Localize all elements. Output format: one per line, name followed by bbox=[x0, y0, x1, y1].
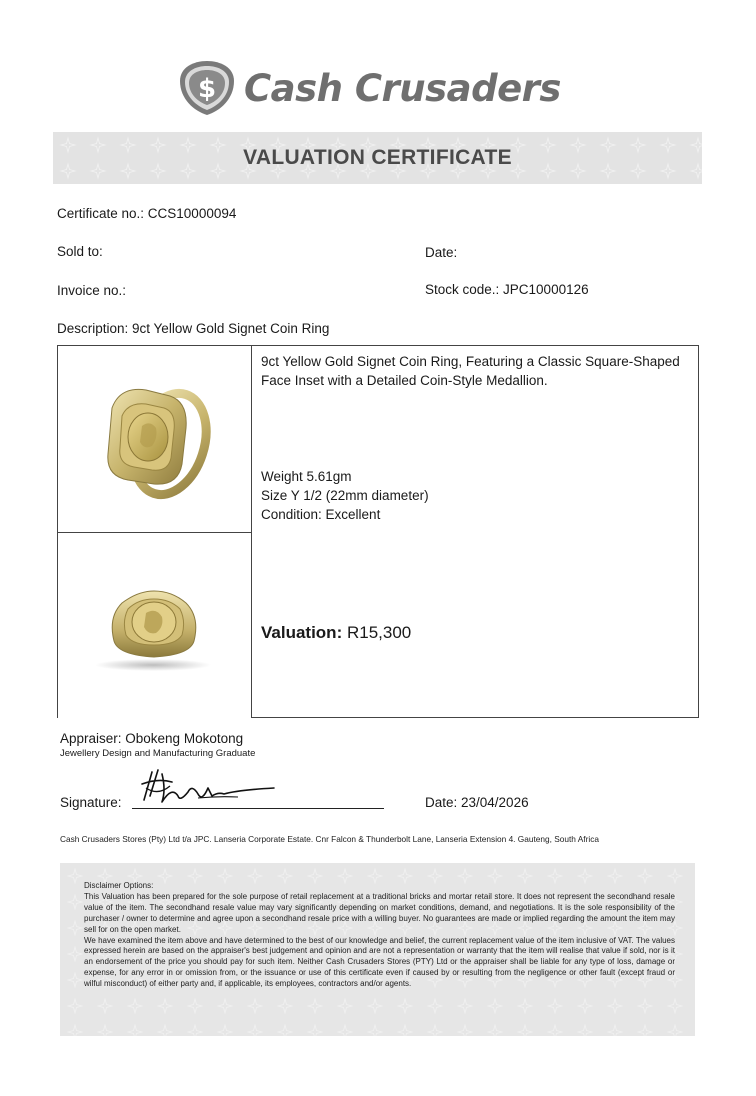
sold-to: Sold to: bbox=[57, 244, 103, 259]
valuation-amount: R15,300 bbox=[346, 623, 412, 642]
item-specs bbox=[261, 467, 429, 524]
date-top: Date: bbox=[425, 245, 458, 260]
stock-code: Stock code.: JPC10000126 bbox=[425, 282, 589, 297]
disclaimer-paragraph-2: We have examined the item above and have determined to the best of our knowledge and belief, the current replacement value of the item inclusive of VAT. The values expressed herein are based on the appraiser's best judgement and opinion and are not a representation or warranty that the item will realise that value if sold, nor is it an endorsement of the price you should pay for such item. Neither Cash Crusaders Stores (PTY) Ltd or the appraiser shall be liable for any type of loss, damage or expense, for any error in or omission from, or the issuance or use of this certificate even if caused by or resulting from the negligence or other fault (except fraud or wilful misconduct) of either party and, if applicable, its employees, contractors and/or agents. bbox=[84, 935, 675, 989]
item-details-box bbox=[57, 345, 699, 718]
description-line: Description: 9ct Yellow Gold Signet Coin Ring bbox=[57, 321, 330, 336]
item-condition: Condition: Excellent bbox=[261, 507, 381, 522]
ring-photo-front bbox=[58, 533, 251, 719]
disclaimer-heading: Disclaimer Options: bbox=[84, 881, 154, 890]
brand-logo bbox=[176, 58, 561, 118]
disclaimer-paragraph-1: This Valuation has been prepared for the sole purpose of retail replacement at a traditional bricks and mortar retail store. It does not represent the secondhand resale value of the item. The secondhand resale value may vary significantly depending on market conditions, demand, and negotiations. It is the sole responsibility of the purchaser / owner to determine and agree upon a secondhand resale price with a willing buyer. No guarantees are made or implied regarding the amount the item may sell for on the open market. bbox=[84, 891, 675, 934]
item-weight: Weight 5.61gm bbox=[261, 469, 352, 484]
signature-line bbox=[132, 808, 384, 809]
ring-front-image bbox=[58, 533, 251, 717]
item-size: Size Y 1/2 (22mm diameter) bbox=[261, 488, 429, 503]
appraiser-qualification: Jewellery Design and Manufacturing Graduate bbox=[60, 748, 256, 759]
ring-angled-image bbox=[58, 346, 251, 532]
ring-photo-angled bbox=[58, 346, 251, 532]
signature-label: Signature: bbox=[60, 795, 122, 810]
signature-date: Date: 23/04/2026 bbox=[425, 795, 529, 810]
company-address: Cash Crusaders Stores (Pty) Ltd t/a JPC. Lanseria Corporate Estate. Cnr Falcon & Thunderbolt Lane, Lanseria Extension 4. Gauteng, South Africa bbox=[60, 834, 599, 844]
handwritten-signature bbox=[128, 766, 288, 810]
item-description: 9ct Yellow Gold Signet Coin Ring, Featuring a Classic Square-Shaped Face Inset with a Detailed Coin-Style Medallion. bbox=[261, 354, 680, 388]
svg-text:$: $ bbox=[197, 74, 217, 104]
certificate-number: Certificate no.: CCS10000094 bbox=[57, 206, 237, 221]
valuation-label: Valuation: bbox=[261, 623, 343, 642]
title-banner bbox=[53, 132, 702, 184]
column-divider bbox=[251, 346, 252, 717]
disclaimer-box bbox=[60, 863, 695, 1036]
brand-name: Cash Crusaders bbox=[244, 66, 561, 110]
valuation bbox=[261, 623, 411, 643]
certificate-title: VALUATION CERTIFICATE bbox=[243, 146, 512, 169]
cash-crusaders-shield-icon bbox=[176, 59, 238, 117]
appraiser-name: Appraiser: Obokeng Mokotong bbox=[60, 731, 244, 746]
invoice-number: Invoice no.: bbox=[57, 283, 127, 298]
